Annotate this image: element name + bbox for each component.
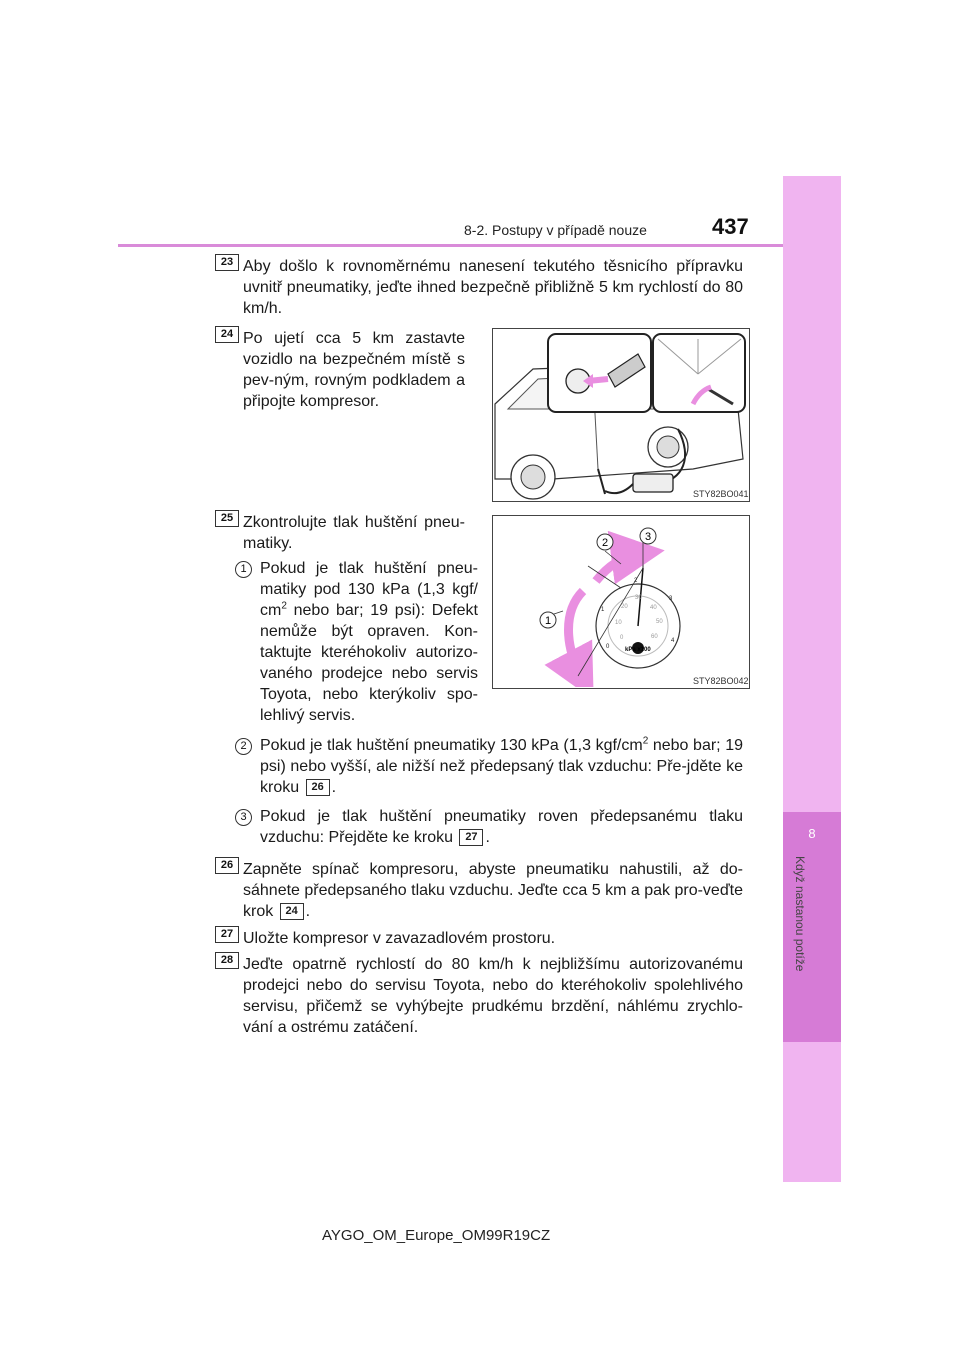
svg-text:40: 40 [650,605,657,611]
step-28-text: Jeďte opatrně rychlostí do 80 km/h k nejbližšímu autorizovanému prodejci nebo do servisu Toyota, nebo do kteréhokoliv spolehlivého servisu, přičemž se vyhýbejte prudkému brzdění, náhlému zrychlo-vání a ostrému zatáčení. [243,956,743,1036]
chapter-title: Když nastanou potíže [793,856,807,972]
step-ref-26[interactable]: 26 [306,779,330,796]
sub-item-number-2: 2 [235,738,252,755]
svg-text:20: 20 [621,604,628,610]
section-title: 8-2. Postupy v případě nouze [464,222,647,238]
sub-item-3-text: Pokud je tlak huštění pneumatiky roven předepsanému tlaku vzduchu: Přejděte ke kroku 27 . [260,808,743,846]
svg-text:10: 10 [615,620,622,626]
sub-item-1-text: Pokud je tlak huštění pneu-matiky pod 130 kPa (1,3 kgf/ $cm^2$ nebo bar; 19 psi): Defekt nemůže být opraven. Kon-taktujte kteréhokoliv autorizo-vaného prodejce nebo servis Toyota, nebo kterýkoliv spo-lehlivý servis. [260,560,478,724]
svg-text:0: 0 [620,635,624,641]
callout-2: 2 [601,537,609,549]
svg-text:50: 50 [656,619,663,625]
step-23-text: Aby došlo k rovnoměrnému nanesení tekutého těsnicího přípravku uvnitř pneumatiky, jeďte ihned bezpečně přibližně 5 km rychlostí do 80 km/h. [243,258,743,317]
svg-text:4: 4 [671,638,675,644]
sub-item-2-text: Pokud je tlak huštění pneumatiky 130 kPa (1,3 kgf/$cm^2$ nebo bar; 19 psi) nebo vyšší, ale nižší než předepsaný tlak vzduchu: Pře-jděte ke kroku 26 . [260,735,743,796]
step-badge-27: 27 [215,926,239,943]
callout-3: 3 [644,531,652,543]
page-number: 437 [712,214,749,239]
step-badge-26: 26 [215,857,239,874]
figure-code: STY82BO042 [693,676,749,686]
svg-text:3: 3 [669,596,673,602]
step-27-text: Uložte kompresor v zavazadlovém prostoru. [243,930,556,947]
car-compressor-illustration [493,329,748,500]
svg-text:1: 1 [601,607,605,613]
figure-code: STY82BO041 [693,489,749,499]
svg-text:2: 2 [634,578,638,584]
header-rule [118,244,783,247]
callout-1: 1 [544,615,552,627]
svg-text:0: 0 [606,644,610,650]
chapter-number: 8 [808,826,816,841]
step-26-text: Zapněte spínač kompresoru, abyste pneumatiku nahustili, až do-sáhnete předepsaného tlaku vzduchu. Jeďte cca 5 km a pak pro-veďte krok 24 . [243,861,743,920]
step-25-text: Zkontrolujte tlak huštění pneu-matiky. [243,514,465,552]
step-ref-27[interactable]: 27 [459,829,483,846]
figure-compressor-connection [492,328,750,502]
document-id: AYGO_OM_Europe_OM99R19CZ [322,1227,551,1244]
gauge-unit: kPa x100 [625,647,651,653]
step-badge-24: 24 [215,326,239,343]
svg-text:30: 30 [635,595,642,601]
figure-pressure-gauge [492,515,750,689]
step-badge-28: 28 [215,952,239,969]
gauge-illustration [493,516,748,687]
step-ref-24[interactable]: 24 [280,903,304,920]
step-badge-23: 23 [215,254,239,271]
svg-text:60: 60 [651,634,658,640]
step-24-text: Po ujetí cca 5 km zastavte vozidlo na bezpečném místě s pev-ným, rovným podkladem a připojte kompresor. [243,330,465,410]
step-badge-25: 25 [215,510,239,527]
sub-item-number-3: 3 [235,809,252,826]
sub-item-number-1: 1 [235,561,252,578]
